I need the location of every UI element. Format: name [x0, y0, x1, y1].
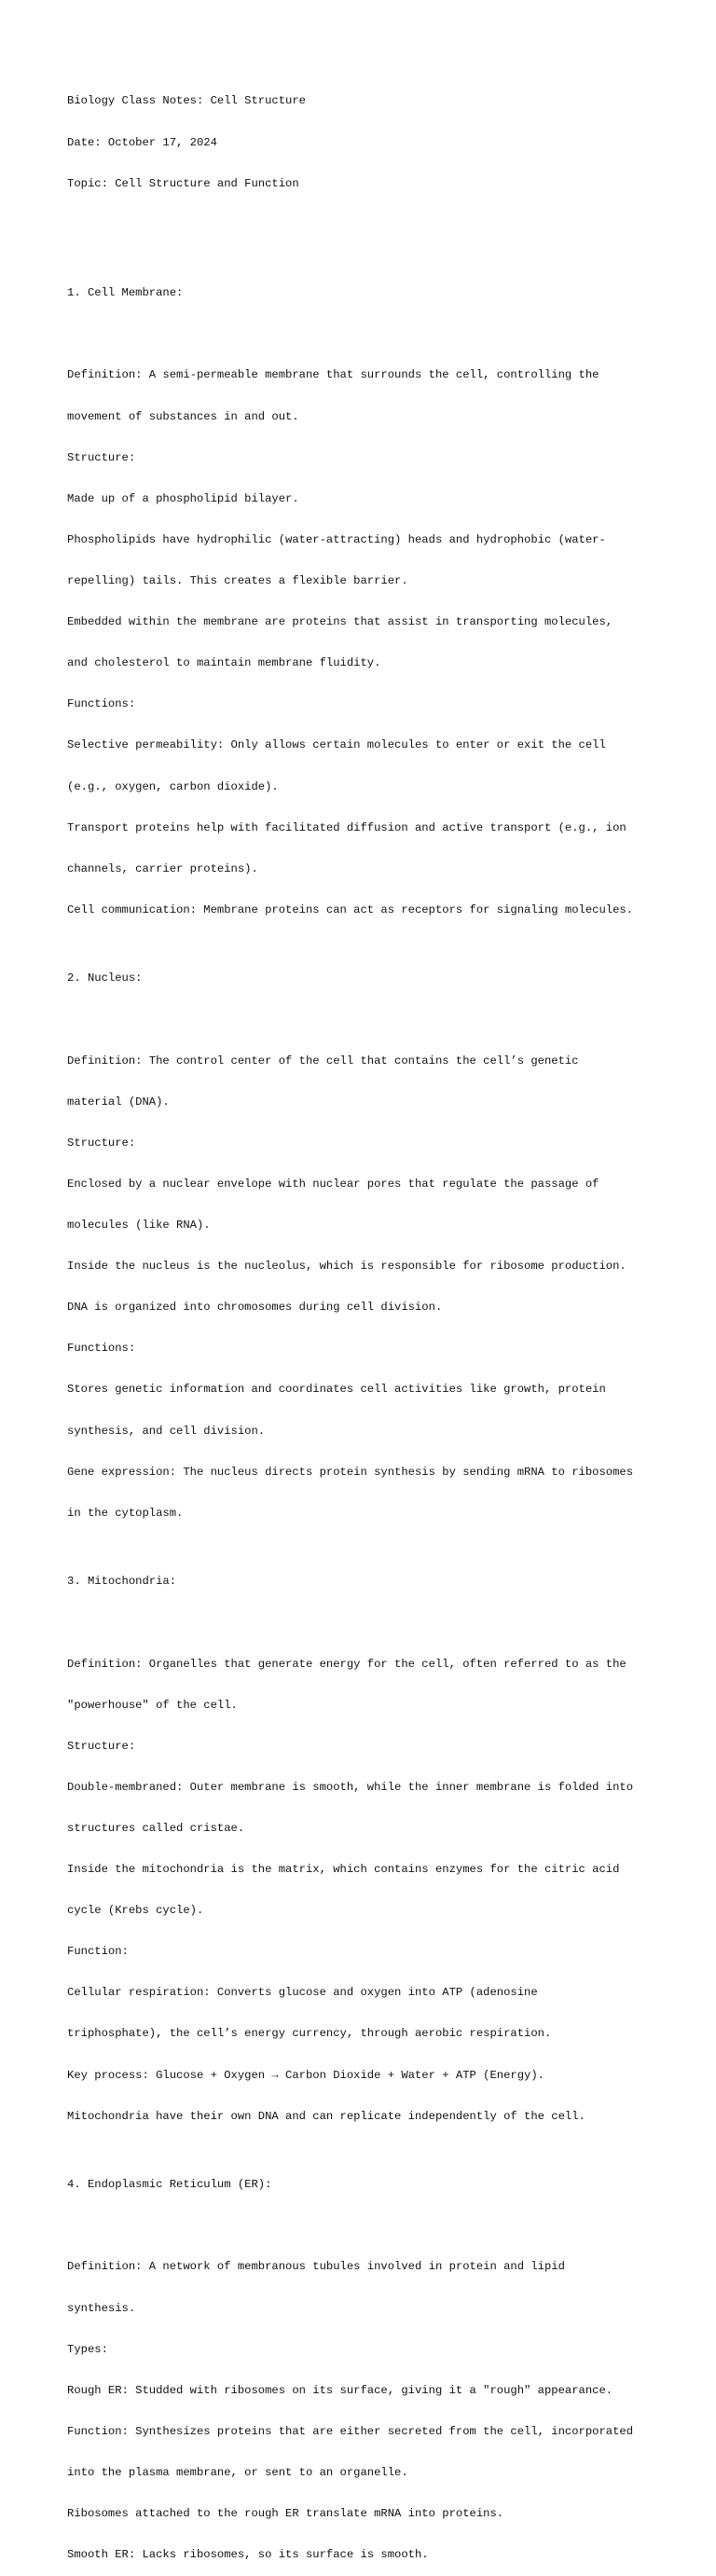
text-line: into the plasma membrane, or sent to an organelle. — [67, 2465, 408, 2479]
spacer — [67, 1012, 664, 1026]
text-line: synthesis, and cell division. — [67, 1424, 266, 1438]
text-line: channels, carrier proteins). — [67, 861, 258, 875]
text-line: DNA is organized into chromosomes during cell division. — [67, 1301, 443, 1315]
text-line: Smooth ER: Lacks ribosomes, so its surface is smooth. — [67, 2548, 429, 2562]
document-title: Biology Class Notes: Cell Structure — [67, 94, 306, 108]
text-line: Ribosomes attached to the rough ER translate mRNA into proteins. — [67, 2507, 504, 2521]
text-line: Gene expression: The nucleus directs protein synthesis by sending mRNA to ribosomes — [67, 1465, 634, 1479]
text-line: Enclosed by a nuclear envelope with nuclear pores that regulate the passage of — [67, 1177, 599, 1191]
text-line: Made up of a phospholipid bilayer. — [67, 491, 299, 505]
text-line: Mitochondria have their own DNA and can replicate independently of the cell. — [67, 2109, 585, 2123]
text-line: synthesis. — [67, 2301, 136, 2315]
text-line: Double-membraned: Outer membrane is smooth, while the inner membrane is folded into — [67, 1780, 634, 1794]
spacer — [67, 1616, 664, 1630]
text-line: Stores genetic information and coordinates cell activities like growth, protein — [67, 1383, 606, 1397]
text-line: "powerhouse" of the cell. — [67, 1698, 238, 1712]
document-topic: Topic: Cell Structure and Function — [67, 176, 299, 190]
spacer — [67, 327, 664, 341]
text-line: Function: Synthesizes proteins that are either secreted from the cell, incorporated — [67, 2424, 634, 2438]
text-line: Function: — [67, 1945, 129, 1959]
section-heading-er: 4. Endoplasmic Reticulum (ER): — [67, 2178, 272, 2192]
text-line: Structure: — [67, 1739, 136, 1753]
text-line: Structure: — [67, 1136, 136, 1150]
text-line: Structure: — [67, 450, 136, 464]
text-line: Cellular respiration: Converts glucose and oxygen into ATP (adenosine — [67, 1986, 538, 2000]
spacer — [67, 218, 664, 232]
section-heading-nucleus: 2. Nucleus: — [67, 971, 143, 985]
text-line: Selective permeability: Only allows certain molecules to enter or exit the cell — [67, 738, 606, 752]
text-line: Inside the mitochondria is the matrix, which contains enzymes for the citric acid — [67, 1863, 620, 1877]
text-line: Types: — [67, 2342, 108, 2356]
section-heading-mitochondria: 3. Mitochondria: — [67, 1575, 177, 1589]
text-line: Embedded within the membrane are proteins that assist in transporting molecules, — [67, 615, 613, 629]
text-line: in the cytoplasm. — [67, 1506, 184, 1520]
text-line: (e.g., oxygen, carbon dioxide). — [67, 779, 279, 793]
text-line: movement of substances in and out. — [67, 409, 299, 423]
document-page — [67, 67, 664, 2576]
text-line: Functions: — [67, 1342, 136, 1356]
text-line: material (DNA). — [67, 1095, 170, 1109]
section-heading-membrane: 1. Cell Membrane: — [67, 286, 184, 300]
text-line: structures called cristae. — [67, 1821, 245, 1835]
document-date: Date: October 17, 2024 — [67, 135, 217, 149]
text-line: Phospholipids have hydrophilic (water-attracting) heads and hydrophobic (water- — [67, 532, 606, 546]
text-line: Key process: Glucose + Oxygen → Carbon Dioxide + Water + ATP (Energy). — [67, 2068, 544, 2082]
text-line: Cell communication: Membrane proteins can act as receptors for signaling molecules. — [67, 902, 634, 916]
text-line: triphosphate), the cell’s energy currency, through aerobic respiration. — [67, 2027, 552, 2041]
text-line: Definition: A network of membranous tubules involved in protein and lipid — [67, 2260, 565, 2274]
text-line: Rough ER: Studded with ribosomes on its surface, giving it a "rough" appearance. — [67, 2383, 613, 2397]
text-line: Transport proteins help with facilitated diffusion and active transport (e.g., ion — [67, 820, 626, 834]
text-line: and cholesterol to maintain membrane fluidity. — [67, 656, 381, 670]
text-line: Inside the nucleus is the nucleolus, which is responsible for ribosome production. — [67, 1260, 626, 1274]
spacer — [67, 2219, 664, 2233]
text-line: repelling) tails. This creates a flexible barrier. — [67, 573, 408, 587]
text-line: cycle (Krebs cycle). — [67, 1904, 204, 1918]
text-line: Definition: The control center of the cell that contains the cell’s genetic — [67, 1054, 579, 1068]
text-line: Functions: — [67, 697, 136, 711]
text-line: Definition: Organelles that generate energy for the cell, often referred to as the — [67, 1657, 626, 1671]
text-line: Definition: A semi-permeable membrane that surrounds the cell, controlling the — [67, 368, 599, 382]
text-line: molecules (like RNA). — [67, 1219, 211, 1233]
